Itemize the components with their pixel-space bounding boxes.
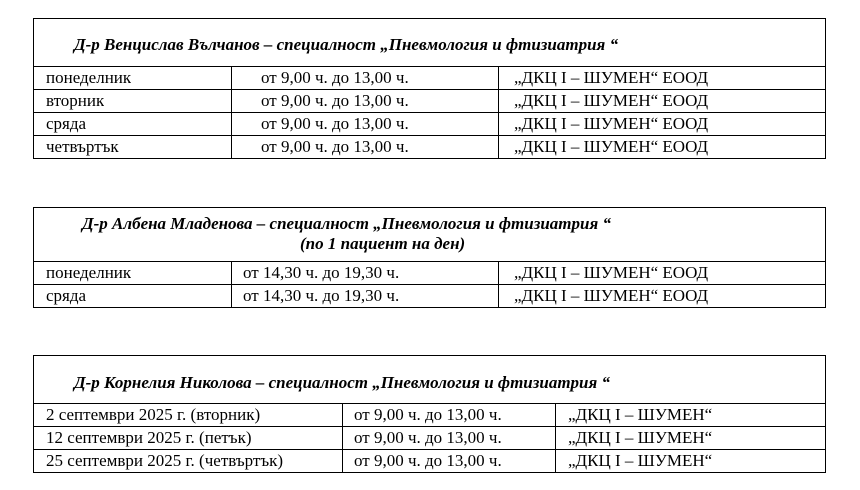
day-cell: понеделник — [46, 68, 132, 87]
day-cell: сряда — [46, 286, 87, 305]
hours-cell: от 9,00 ч. до 13,00 ч. — [261, 68, 409, 87]
day-cell: понеделник — [46, 263, 132, 282]
hours-cell: от 9,00 ч. до 13,00 ч. — [261, 114, 409, 133]
schedule-table-2 — [33, 207, 826, 305]
day-cell: 25 септември 2025 г. (четвъртък) — [46, 451, 284, 470]
day-cell: сряда — [46, 114, 87, 133]
hours-cell: от 9,00 ч. до 13,00 ч. — [354, 405, 502, 424]
place-cell: „ДКЦ I – ШУМЕН“ — [568, 428, 713, 447]
doctor-name-specialty: Д-р Албена Младенова – специалност „Пневмология и фтизиатрия “ — [82, 214, 611, 233]
hours-cell: от 14,30 ч. до 19,30 ч. — [243, 263, 400, 282]
day-cell: вторник — [46, 91, 105, 110]
place-cell: „ДКЦ I – ШУМЕН“ ЕООД — [514, 114, 709, 133]
day-cell: 12 септември 2025 г. (петък) — [46, 428, 252, 447]
day-cell: 2 септември 2025 г. (вторник) — [46, 405, 261, 424]
table-row — [33, 90, 826, 113]
hours-cell: от 9,00 ч. до 13,00 ч. — [261, 137, 409, 156]
hours-cell: от 14,30 ч. до 19,30 ч. — [243, 286, 400, 305]
doctor-header — [33, 355, 826, 404]
table-row — [33, 404, 826, 427]
table-row — [33, 427, 826, 450]
table-row — [33, 113, 826, 136]
doctor-header — [33, 18, 826, 67]
place-cell: „ДКЦ I – ШУМЕН“ ЕООД — [514, 137, 709, 156]
hours-cell: от 9,00 ч. до 13,00 ч. — [354, 451, 502, 470]
place-cell: „ДКЦ I – ШУМЕН“ — [568, 405, 713, 424]
hours-cell: от 9,00 ч. до 13,00 ч. — [261, 91, 409, 110]
place-cell: „ДКЦ I – ШУМЕН“ ЕООД — [514, 68, 709, 87]
table-row — [33, 136, 826, 159]
doctor-header — [33, 207, 826, 262]
place-cell: „ДКЦ I – ШУМЕН“ ЕООД — [514, 286, 709, 305]
doctor-name-specialty: Д-р Венцислав Вълчанов – специалност „Пневмология и фтизиатрия “ — [74, 35, 619, 54]
table-row — [33, 450, 826, 473]
doctor-name-specialty: Д-р Корнелия Николова – специалност „Пневмология и фтизиатрия “ — [74, 373, 611, 392]
table-row — [33, 285, 826, 308]
schedule-table-3 — [33, 355, 826, 470]
table-row — [33, 262, 826, 285]
hours-cell: от 9,00 ч. до 13,00 ч. — [354, 428, 502, 447]
schedule-table-1 — [33, 18, 826, 156]
day-cell: четвъртък — [46, 137, 119, 156]
place-cell: „ДКЦ I – ШУМЕН“ — [568, 451, 713, 470]
place-cell: „ДКЦ I – ШУМЕН“ ЕООД — [514, 91, 709, 110]
place-cell: „ДКЦ I – ШУМЕН“ ЕООД — [514, 263, 709, 282]
table-row — [33, 67, 826, 90]
patient-limit-note: (по 1 пациент на ден) — [300, 234, 466, 253]
